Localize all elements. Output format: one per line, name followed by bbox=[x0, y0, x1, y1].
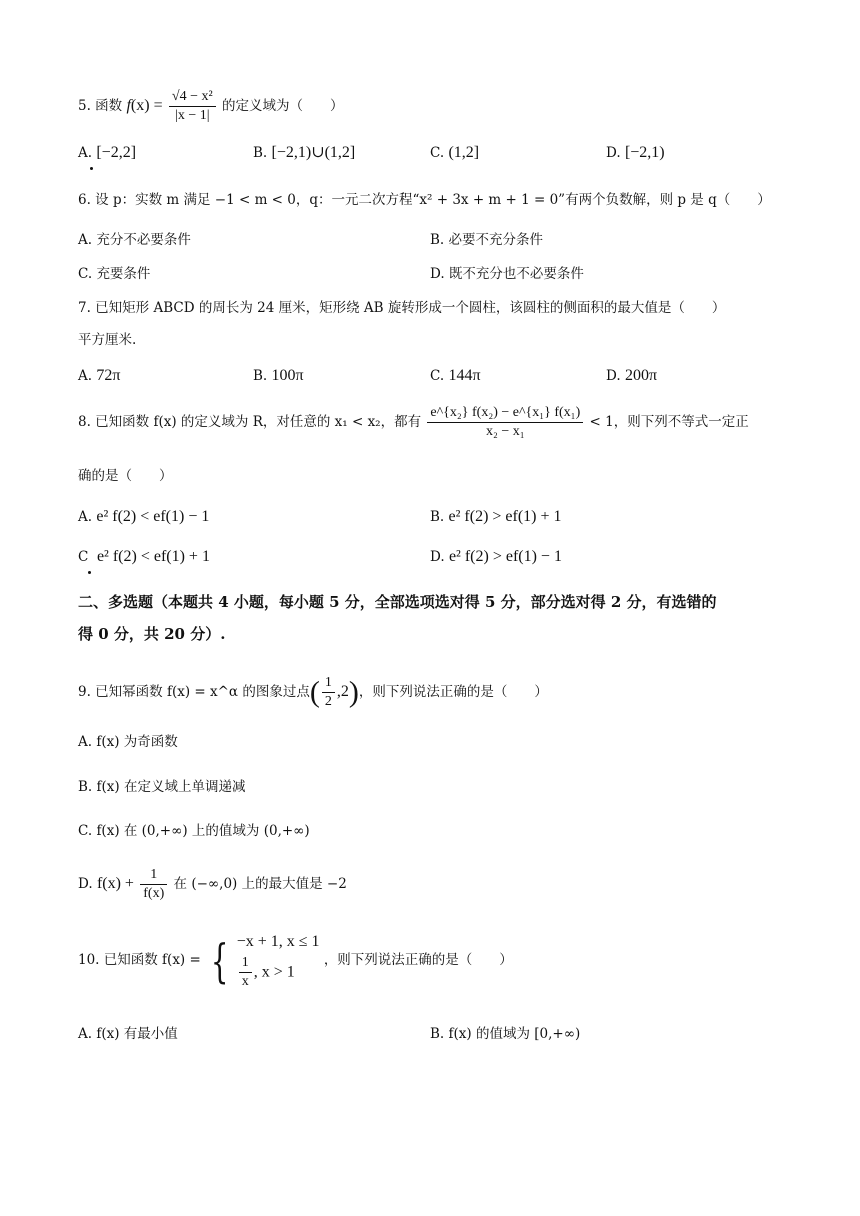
q8-option-d-letter: D. bbox=[430, 549, 445, 565]
q7-stem-line1: 7. 已知矩形 ABCD 的周长为 24 厘米，矩形绕 AB 旋转形成一个圆柱，该圆柱的侧面积的最大值是（ ） bbox=[78, 300, 726, 316]
q10-option-b-text: f(x) 的值域为 [0,+∞) bbox=[448, 1026, 581, 1042]
q5-option-b-letter: B. bbox=[253, 145, 268, 161]
q7-option-c-text: 144π bbox=[448, 367, 481, 384]
q6-option-d-letter: D. bbox=[430, 266, 445, 282]
q8-denominator: x₂ − x₁ bbox=[485, 424, 525, 439]
option-dot bbox=[88, 571, 91, 574]
q9-stem-suffix: ，则下列说法正确的是（ ） bbox=[358, 684, 548, 700]
q9-option-c-letter: C. bbox=[78, 823, 93, 839]
q9-option-d[interactable] bbox=[78, 866, 347, 903]
q10-brace: { bbox=[210, 933, 229, 988]
q10-option-a-letter: A. bbox=[78, 1026, 93, 1042]
q9-option-d-prefix: f(x) + bbox=[96, 875, 134, 892]
q5-stem-prefix: 5. 函数 bbox=[78, 98, 123, 114]
q9-stem-prefix: 9. 已知幂函数 f(x) = x^α 的图象过点 bbox=[78, 684, 310, 700]
q10-option-a[interactable] bbox=[78, 1024, 178, 1044]
q8-stem bbox=[78, 404, 749, 441]
q9-option-a[interactable] bbox=[78, 732, 178, 752]
q5-option-b[interactable] bbox=[253, 143, 355, 163]
q6-option-c-text: 充要条件 bbox=[96, 266, 151, 282]
q8-option-b-text: e² f(2) > ef(1) + 1 bbox=[448, 508, 562, 525]
q9-option-d-fraction bbox=[140, 866, 167, 903]
q9-point-rest: ,2 bbox=[336, 683, 349, 700]
q5-stem-suffix: 的定义域为（ ） bbox=[221, 98, 344, 114]
q9-option-b-text: f(x) 在定义域上单调递减 bbox=[96, 779, 246, 795]
q8-option-b-letter: B. bbox=[430, 509, 445, 525]
q7-option-b-letter: B. bbox=[253, 368, 268, 384]
q10-cases bbox=[237, 930, 320, 991]
q7-option-d[interactable] bbox=[606, 366, 657, 386]
q7-option-b-text: 100π bbox=[271, 367, 304, 384]
q8-option-d[interactable] bbox=[430, 547, 562, 567]
q5-option-a-letter: A. bbox=[78, 145, 93, 161]
section2-heading-line2: 得 0 分，共 20 分）. bbox=[78, 625, 226, 643]
q9-point-fraction bbox=[322, 674, 335, 711]
q7-option-b[interactable] bbox=[253, 366, 304, 386]
q5-option-c-letter: C. bbox=[430, 145, 445, 161]
q10-case2-den: x bbox=[241, 974, 249, 989]
q5-option-d[interactable] bbox=[606, 143, 665, 163]
section2-heading-line1: 二、多选题（本题共 4 小题，每小题 5 分，全部选项选对得 5 分，部分选对得 2 分，有选错的 bbox=[78, 593, 717, 611]
q10-option-b-letter: B. bbox=[430, 1026, 445, 1042]
q8-option-a[interactable] bbox=[78, 507, 209, 527]
q5-lhs: (x) = bbox=[130, 97, 163, 114]
q8-stem-prefix: 8. 已知函数 f(x) 的定义域为 R，对任意的 x₁ < x₂，都有 bbox=[78, 414, 422, 430]
q9-stem bbox=[78, 674, 548, 711]
q6-option-a[interactable] bbox=[78, 230, 191, 250]
q6-option-c-letter: C. bbox=[78, 266, 93, 282]
q8-option-c-text: e² f(2) < ef(1) + 1 bbox=[96, 548, 210, 565]
q7-option-a[interactable] bbox=[78, 366, 120, 386]
q7-option-c-letter: C. bbox=[430, 368, 445, 384]
q5-fraction bbox=[169, 88, 216, 125]
q9-option-c-text: f(x) 在 (0,+∞) 上的值域为 (0,+∞) bbox=[96, 823, 310, 839]
q7-stem-line2: 平方厘米. bbox=[78, 332, 137, 348]
q5-numerator: √4 − x² bbox=[169, 88, 216, 107]
q7-option-d-letter: D. bbox=[606, 368, 621, 384]
q7-option-a-letter: A. bbox=[78, 368, 93, 384]
q9-option-c[interactable] bbox=[78, 821, 310, 841]
q5-option-a[interactable] bbox=[78, 143, 136, 163]
q6-option-d[interactable] bbox=[430, 264, 584, 284]
q10-stem-suffix: ，则下列说法正确的是（ ） bbox=[323, 952, 513, 968]
q10-option-b[interactable] bbox=[430, 1024, 580, 1044]
q7-option-d-text: 200π bbox=[624, 367, 658, 384]
q8-option-c[interactable] bbox=[78, 547, 210, 567]
q6-option-a-text: 充分不必要条件 bbox=[96, 232, 191, 248]
q6-option-d-text: 既不充分也不必要条件 bbox=[448, 266, 584, 282]
q6-stem: 6. 设 p：实数 m 满足 −1 < m < 0，q：一元二次方程“x² + 3x + m + 1 = 0”有两个负数解，则 p 是 q（ ） bbox=[78, 192, 771, 208]
q8-option-a-text: e² f(2) < ef(1) − 1 bbox=[96, 508, 210, 525]
q6-option-c[interactable] bbox=[78, 264, 150, 284]
q8-fraction bbox=[427, 404, 583, 441]
q10-option-a-text: f(x) 有最小值 bbox=[96, 1026, 178, 1042]
q5-option-c-text: (1,2] bbox=[448, 144, 480, 161]
q6-option-b-text: 必要不充分条件 bbox=[448, 232, 544, 248]
q9-option-a-letter: A. bbox=[78, 734, 93, 750]
q5-f: f bbox=[126, 97, 131, 114]
q9-option-d-letter: D. bbox=[78, 876, 93, 892]
q10-stem bbox=[78, 930, 513, 991]
q6-option-b[interactable] bbox=[430, 230, 543, 250]
q5-option-c[interactable] bbox=[430, 143, 479, 163]
q9-option-d-frac-num: 1 bbox=[140, 866, 167, 885]
q10-case2 bbox=[237, 954, 320, 991]
q9-point-den: 2 bbox=[324, 694, 332, 709]
q5-option-d-letter: D. bbox=[606, 145, 621, 161]
q8-option-a-letter: A. bbox=[78, 509, 93, 525]
q5-option-a-text: [−2,2] bbox=[96, 144, 137, 161]
option-dot bbox=[90, 167, 93, 170]
q7-option-a-text: 72π bbox=[96, 367, 121, 384]
q9-option-d-frac-den: f(x) bbox=[143, 886, 165, 901]
q9-option-d-suffix: 在 (−∞,0) 上的最大值是 −2 bbox=[173, 876, 347, 892]
q8-option-b[interactable] bbox=[430, 507, 562, 527]
q5-option-d-text: [−2,1) bbox=[624, 144, 665, 161]
q8-stem-suffix: < 1，则下列不等式一定正 bbox=[589, 414, 749, 430]
q7-option-c[interactable] bbox=[430, 366, 481, 386]
q5-denominator: |x − 1| bbox=[175, 108, 210, 123]
q10-case2-fraction bbox=[239, 954, 252, 991]
q10-stem-prefix: 10. 已知函数 f(x) = bbox=[78, 952, 201, 968]
q8-numerator: e^{x₂} f(x₂) − e^{x₁} f(x₁) bbox=[427, 404, 583, 423]
q9-point-num: 1 bbox=[322, 674, 335, 693]
q9-option-b-letter: B. bbox=[78, 779, 93, 795]
q9-option-b[interactable] bbox=[78, 777, 245, 797]
q6-option-a-letter: A. bbox=[78, 232, 93, 248]
q6-option-b-letter: B. bbox=[430, 232, 445, 248]
q10-case2-num: 1 bbox=[239, 954, 252, 973]
q9-paren-open: ( bbox=[309, 675, 320, 709]
q5-stem bbox=[78, 88, 343, 125]
q8-stem-line2: 确的是（ ） bbox=[78, 468, 173, 484]
q9-paren-close: ) bbox=[348, 675, 359, 709]
q8-option-d-text: e² f(2) > ef(1) − 1 bbox=[448, 548, 562, 565]
q10-case2-rest: , x > 1 bbox=[253, 963, 295, 981]
q5-option-b-text: [−2,1)∪(1,2] bbox=[271, 144, 356, 161]
q8-option-c-letter: C bbox=[78, 549, 89, 565]
q9-option-a-text: f(x) 为奇函数 bbox=[96, 734, 178, 750]
q10-case1: −x + 1, x ≤ 1 bbox=[236, 933, 320, 950]
